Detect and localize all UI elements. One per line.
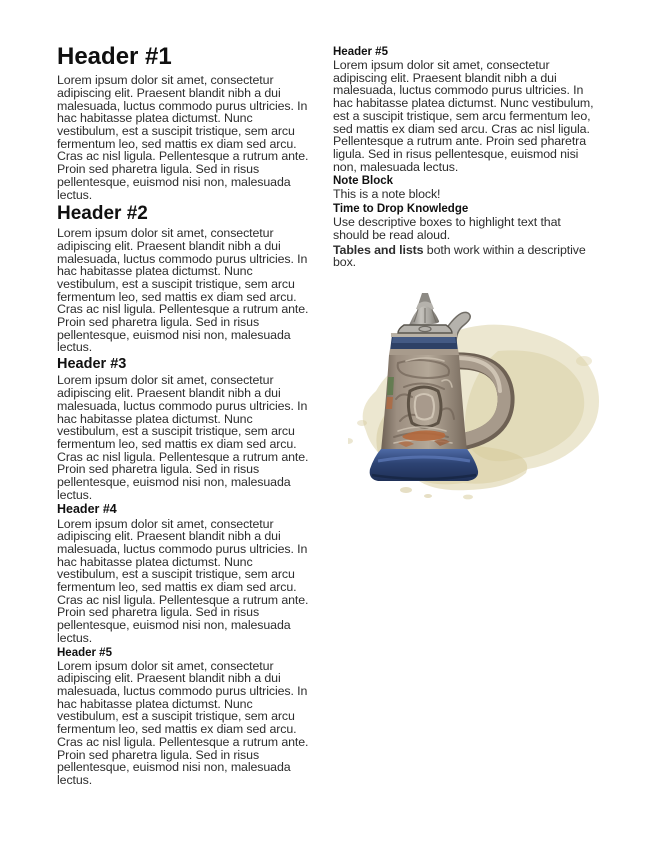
- knowledge-block-heading: Time to Drop Knowledge: [333, 203, 469, 216]
- stein-lid: [398, 293, 452, 333]
- beer-stein-illustration: [348, 291, 610, 503]
- section-paragraph: Lorem ipsum dolor sit amet, consectetur adipiscing elit. Praesent blandit nibh a dui malesuada, luctus commodo purus ultricies. In hac habitasse platea dictumst. Nunc vestibulum, est a suscipit tristique, sem arcu fermentum leo, sed mattis ex diam sed arcu. Cras ac nisl ligula. Pellentesque a rutrum ante. Proin sed pharetra ligula. Sed in risus pellentesque, euismod nisi non, malesuada lectus.: [333, 58, 594, 174]
- section-paragraph: Lorem ipsum dolor sit amet, consectetur adipiscing elit. Praesent blandit nibh a dui malesuada, luctus commodo purus ultricies. In hac habitasse platea dictumst. Nunc vestibulum, est a suscipit tristique, sem arcu fermentum leo, sed mattis ex diam sed arcu. Cras ac nisl ligula. Pellentesque a rutrum ante. Proin sed pharetra ligula. Sed in risus pellentesque, euismod nisi non, malesuada lectus.: [57, 658, 309, 787]
- section-paragraph: Lorem ipsum dolor sit amet, consectetur adipiscing elit. Praesent blandit nibh a dui malesuada, luctus commodo purus ultricies. In hac habitasse platea dictumst. Nunc vestibulum, est a suscipit tristique, sem arcu fermentum leo, sed mattis ex diam sed arcu. Cras ac nisl ligula. Pellentesque a rutrum ante. Proin sed pharetra ligula. Sed in risus pellentesque, euismod nisi non, malesuada lectus.: [57, 516, 309, 645]
- note-block-heading: Note Block: [333, 175, 394, 188]
- section-heading-3: Header #3: [57, 356, 127, 373]
- knowledge-block-text: Use descriptive boxes to highlight text that should be read aloud.: [333, 215, 561, 242]
- section-heading-1: Header #1: [57, 43, 172, 70]
- section-heading-4: Header #4: [57, 502, 117, 517]
- section-paragraph: Lorem ipsum dolor sit amet, consectetur adipiscing elit. Praesent blandit nibh a dui malesuada, luctus commodo purus ultricies. In hac habitasse platea dictumst. Nunc vestibulum, est a suscipit tristique, sem arcu fermentum leo, sed mattis ex diam sed arcu. Cras ac nisl ligula. Pellentesque a rutrum ante. Proin sed pharetra ligula. Sed in risus pellentesque, euismod nisi non, malesuada lectus.: [57, 73, 309, 202]
- tables-note-bold: Tables and lists: [333, 242, 424, 257]
- section-paragraph: Lorem ipsum dolor sit amet, consectetur adipiscing elit. Praesent blandit nibh a dui malesuada, luctus commodo purus ultricies. In hac habitasse platea dictumst. Nunc vestibulum, est a suscipit tristique, sem arcu fermentum leo, sed mattis ex diam sed arcu. Cras ac nisl ligula. Pellentesque a rutrum ante. Proin sed pharetra ligula. Sed in risus pellentesque, euismod nisi non, malesuada lectus.: [57, 226, 309, 355]
- section-heading-5: Header #5: [57, 646, 112, 659]
- tables-note-rest: both work within a descriptive box.: [333, 242, 586, 270]
- tables-note: [333, 244, 598, 269]
- stein-base: [370, 449, 478, 481]
- right-column: [333, 44, 598, 789]
- stein-body: [381, 355, 467, 451]
- left-column: [57, 44, 310, 789]
- note-block-text: This is a note block!: [333, 187, 441, 202]
- section-paragraph: Lorem ipsum dolor sit amet, consectetur adipiscing elit. Praesent blandit nibh a dui malesuada, luctus commodo purus ultricies. In hac habitasse platea dictumst. Nunc vestibulum, est a suscipit tristique, sem arcu fermentum leo, sed mattis ex diam sed arcu. Cras ac nisl ligula. Pellentesque a rutrum ante. Proin sed pharetra ligula. Sed in risus pellentesque, euismod nisi non, malesuada lectus.: [57, 373, 309, 502]
- stein-collar: [389, 333, 459, 355]
- section-heading-5-right: Header #5: [333, 46, 388, 58]
- section-heading-2: Header #2: [57, 203, 148, 225]
